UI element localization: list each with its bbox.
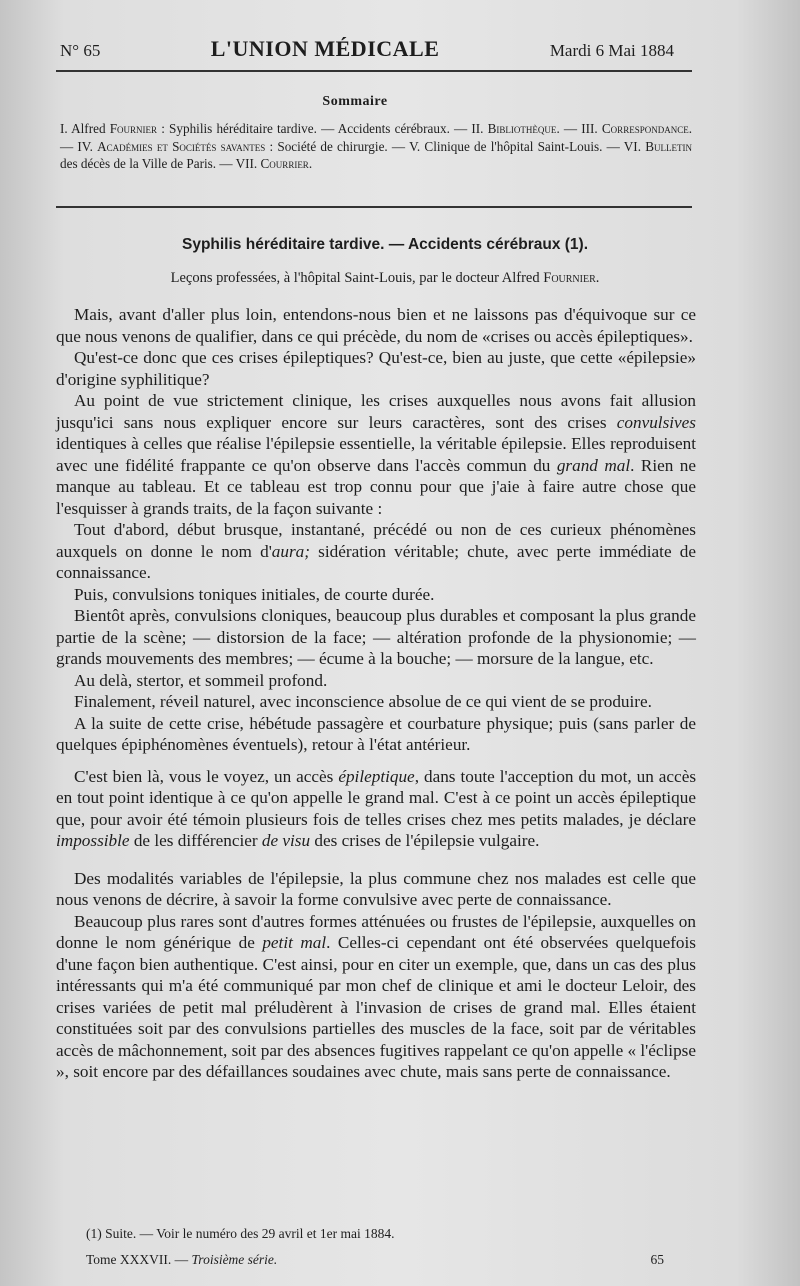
footnote: (1) Suite. — Voir le numéro des 29 avril et 1er mai 1884. bbox=[86, 1226, 395, 1241]
paragraph: A la suite de cette crise, hébétude passagère et courbature physique; puis (sans parler de quelques épiphénomènes éventuels), retour à l'état antérieur. bbox=[56, 713, 696, 754]
paragraph: Des modalités variables de l'épilepsie, la plus commune chez nos malades est celle que nous venons de décrire, à savoir la forme convulsive avec perte de connaissance. bbox=[56, 868, 696, 909]
journal-title: L'UNION MÉDICALE bbox=[210, 36, 440, 61]
paragraph: Puis, convulsions toniques initiales, de courte durée. bbox=[74, 584, 435, 604]
paragraph: Tout d'abord, début brusque, instantané, précédé ou non de ces curieux phénomènes auxquels on donne le nom d'aura; sidération véritable; chute, avec perte immédiate de connaissance. bbox=[56, 520, 696, 582]
page-footer bbox=[86, 1252, 664, 1268]
paragraph: Bientôt après, convulsions cloniques, beaucoup plus durables et composant la plus grande partie de la scène; — distorsion de la face; — altération profonde de la physionomie; — grands mouvements des membres; — écume à la bouche; — morsure de la langue, etc. bbox=[56, 606, 696, 668]
masthead bbox=[60, 36, 674, 68]
article-subtitle: Leçons professées, à l'hôpital Saint-Louis, par le docteur Alfred Fournier. bbox=[170, 270, 600, 286]
article-title: Syphilis héréditaire tardive. — Accidents cérébraux (1). bbox=[181, 236, 589, 253]
paragraph: Au delà, stertor, et sommeil profond. bbox=[74, 670, 328, 690]
volume-info: Tome XXXVII. — Troisième série. bbox=[86, 1252, 278, 1267]
sommaire-heading: Sommaire bbox=[322, 94, 388, 109]
sommaire-contents: I. Alfred Fournier : Syphilis héréditaire tardive. — Accidents cérébraux. — II. Bibliothèque. — III. Correspondance. — IV. Académies et Sociétés savantes : Société de chirurgie. — V. Clinique de l'hôpital Saint-Louis. — VI. Bulletin des décès de la Ville de Paris. — VII. Courrier. bbox=[60, 121, 692, 171]
issue-number: N° 65 bbox=[60, 41, 101, 60]
paragraph: Mais, avant d'aller plus loin, entendons-nous bien et ne laissons pas d'équivoque sur ce que nous venons de qualifier, dans ce qui précède, du nom de «crises ou accès épileptiques». bbox=[56, 305, 696, 346]
paragraph: Qu'est-ce donc que ces crises épileptiques? Qu'est-ce, bien au juste, que cette «épilepsie» d'origine syphilitique? bbox=[56, 348, 696, 389]
paragraph: Beaucoup plus rares sont d'autres formes atténuées ou frustes de l'épilepsie, auxquelles on donne le nom générique de petit mal. Celles-ci cependant ont été observées quelquefois d'une façon bien authentique. C'est ainsi, pour en citer un exemple, que, dans un cas des plus intéressants qui m'a été communiqué par mon chef de clinique et ami le docteur Leloir, des crises variées de petit mal préludèrent à l'invasion de crises de grand mal. Elles étaient constituées soit par des convulsions partielles des muscles de la face, soit par de véritables accès de mâchonnement, soit par des absences fugitives rappelant ce qu'on appelle « l'éclipse », soit encore par des défaillances soudaines avec chute, mais sans perte de connaissance. bbox=[56, 911, 696, 1081]
paragraph: Au point de vue strictement clinique, les crises auxquelles nous avons fait allusion jusqu'ici sans nous expliquer encore sur leurs caractères, sont des crises convulsives identiques à celles que réalise l'épilepsie essentielle, la véritable épilepsie. Elles reproduisent avec une fidélité frappante ce qu'on observe dans l'accès commun du grand mal. Rien ne manque au tableau. Et ce tableau est trop connu pour que j'aie à faire autre chose que l'esquisser à grands traits, de la façon suivante : bbox=[56, 391, 696, 518]
header-rule bbox=[56, 70, 692, 72]
paragraph: Finalement, réveil naturel, avec inconscience absolue de ce qui vient de se produire. bbox=[74, 692, 652, 711]
issue-date: Mardi 6 Mai 1884 bbox=[549, 41, 674, 60]
article-body bbox=[56, 304, 696, 1083]
page-number: 65 bbox=[650, 1252, 664, 1267]
sommaire-rule bbox=[56, 206, 692, 208]
paragraph: C'est bien là, vous le voyez, un accès épileptique, dans toute l'acception du mot, un accès en tout point identique à ce qu'on appelle le grand mal. C'est à ce point un accès épileptique que, pour avoir été témoin plusieurs fois de telles crises chez mes petits malades, je déclare impossible de les différencier de visu des crises de l'épilepsie vulgaire. bbox=[56, 766, 697, 850]
